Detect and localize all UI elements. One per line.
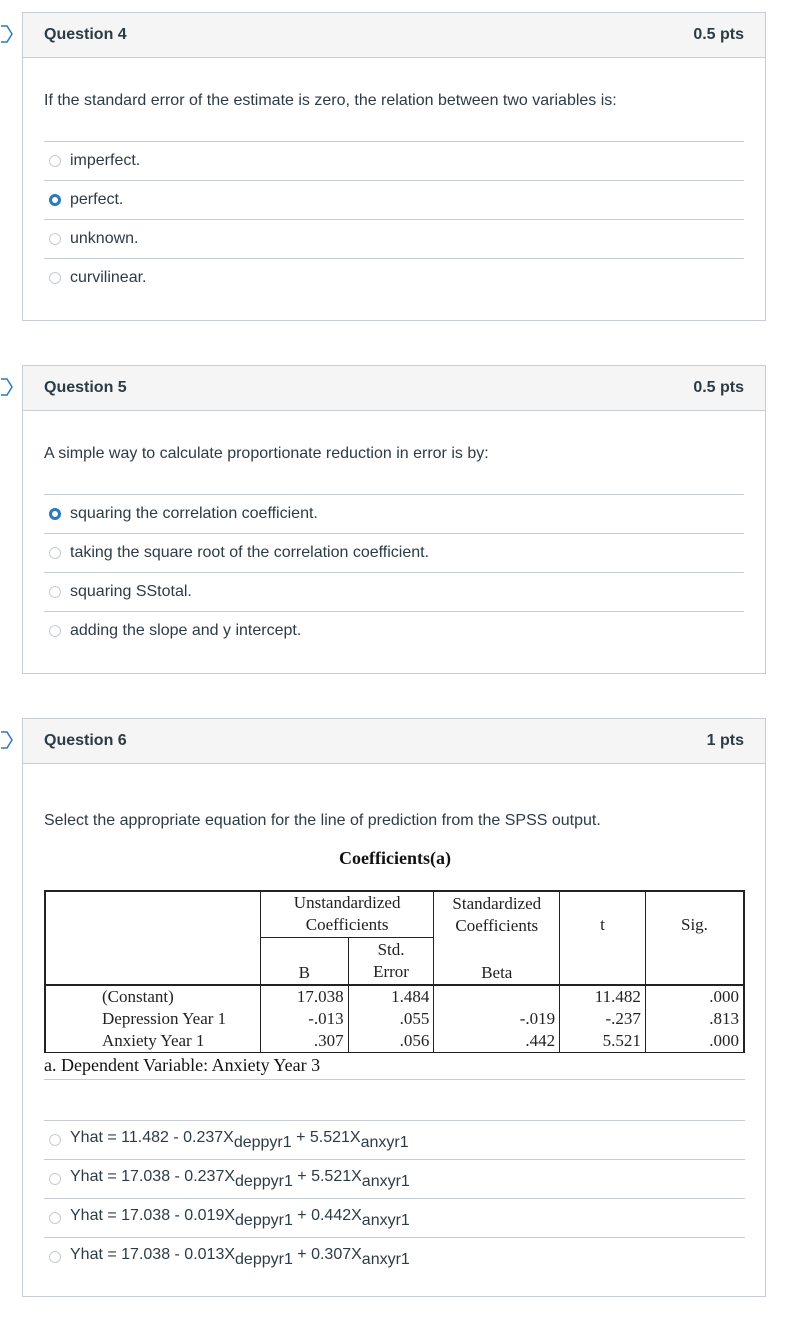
question-points: 1 pts — [706, 732, 744, 749]
header-beta: Beta — [481, 963, 513, 982]
divider — [44, 1079, 745, 1080]
cell-b: -.013 — [260, 1008, 348, 1030]
answer-option[interactable] — [44, 142, 744, 181]
answer-option[interactable] — [44, 573, 744, 612]
answer-option[interactable] — [44, 612, 744, 650]
radio-button[interactable] — [49, 1173, 61, 1185]
equation-subscript: deppyr1 — [235, 1250, 293, 1268]
radio-button-selected[interactable] — [49, 194, 61, 206]
equation-subscript: deppyr1 — [235, 1211, 293, 1229]
cell-se: .055 — [348, 1008, 434, 1030]
radio-button[interactable] — [49, 625, 61, 637]
answer-option[interactable] — [44, 1121, 745, 1160]
answer-list — [44, 494, 744, 650]
cell-se: 1.484 — [348, 985, 434, 1008]
cell-b: .307 — [260, 1030, 348, 1053]
equation-text: Yhat = 17.038 - 0.019X — [70, 1206, 236, 1224]
answer-label — [70, 1207, 410, 1230]
answer-option[interactable] — [44, 259, 744, 297]
equation-subscript: deppyr1 — [235, 1172, 293, 1190]
answer-label — [70, 1129, 409, 1152]
answer-label: imperfect. — [70, 152, 141, 169]
header-t: t — [600, 915, 605, 934]
answer-label: unknown. — [70, 230, 139, 247]
answer-label: adding the slope and y intercept. — [70, 622, 302, 639]
row-label: Depression Year 1 — [45, 1008, 260, 1030]
table-footnote: a. Dependent Variable: Anxiety Year 3 — [44, 1055, 321, 1075]
equation-text: Yhat = 17.038 - 0.237X — [70, 1167, 236, 1185]
question-prompt: A simple way to calculate proportionate reduction in error is by: — [44, 445, 489, 462]
header-coefficients: Coefficients — [455, 915, 539, 935]
answer-label — [70, 1246, 410, 1269]
header-unstandardized: Unstandardized — [293, 893, 401, 913]
cell-beta: -.019 — [434, 1008, 560, 1030]
question-header — [23, 719, 765, 764]
equation-text: + 0.442X — [292, 1206, 362, 1224]
radio-button[interactable] — [49, 1251, 61, 1263]
question-title: Question 5 — [44, 379, 127, 396]
equation-subscript: deppyr1 — [233, 1133, 292, 1151]
radio-button[interactable] — [49, 1134, 61, 1146]
radio-button[interactable] — [49, 1212, 61, 1224]
coefficients-table — [44, 890, 745, 1053]
answer-label: taking the square root of the correlation coefficient. — [70, 544, 430, 561]
question-points: 0.5 pts — [693, 379, 744, 396]
question-title: Question 6 — [44, 732, 127, 749]
answer-label: perfect. — [70, 191, 124, 208]
header-b: B — [298, 963, 310, 982]
header-std: Std. — [377, 939, 405, 959]
equation-text: + 5.521X — [292, 1167, 362, 1185]
question-4-card — [22, 12, 766, 321]
radio-button[interactable] — [49, 272, 61, 284]
radio-button[interactable] — [49, 233, 61, 245]
radio-button-selected[interactable] — [49, 508, 61, 520]
cell-sig: .000 — [645, 1030, 744, 1053]
bookmark-flag-icon[interactable] — [1, 25, 13, 43]
cell-sig: .813 — [645, 1008, 744, 1030]
radio-button[interactable] — [49, 547, 61, 559]
spss-table-title: Coefficients(a) — [339, 848, 451, 868]
row-label: Anxiety Year 1 — [45, 1030, 260, 1053]
equation-text: + 0.307X — [292, 1245, 362, 1263]
equation-text: Yhat = 11.482 - 0.237X — [70, 1128, 234, 1146]
answer-option[interactable] — [44, 495, 744, 534]
question-5-card — [22, 365, 766, 674]
question-prompt: Select the appropriate equation for the line of prediction from the SPSS output. — [44, 812, 601, 829]
answer-option[interactable] — [44, 220, 744, 259]
radio-button[interactable] — [49, 155, 61, 167]
cell-beta — [434, 985, 560, 1008]
cell-sig: .000 — [645, 985, 744, 1008]
answer-list — [44, 1120, 745, 1276]
answer-label: squaring the correlation coefficient. — [70, 505, 318, 522]
answer-option[interactable] — [44, 1238, 745, 1276]
cell-t: 11.482 — [560, 985, 646, 1008]
cell-beta: .442 — [434, 1030, 560, 1053]
answer-label — [70, 1168, 410, 1191]
question-header — [23, 13, 765, 58]
cell-se: .056 — [348, 1030, 434, 1053]
cell-b: 17.038 — [260, 985, 348, 1008]
cell-t: -.237 — [560, 1008, 646, 1030]
equation-subscript: anxyr1 — [361, 1211, 410, 1229]
table-row — [45, 1030, 744, 1053]
equation-subscript: anxyr1 — [360, 1133, 409, 1151]
cell-t: 5.521 — [560, 1030, 646, 1053]
answer-label: curvilinear. — [70, 269, 147, 286]
header-standardized: Standardized — [452, 893, 542, 913]
question-6-card — [22, 718, 766, 1297]
question-points: 0.5 pts — [693, 26, 744, 43]
question-header — [23, 366, 765, 411]
row-label: (Constant) — [45, 985, 260, 1008]
bookmark-flag-icon[interactable] — [1, 731, 13, 749]
header-coefficients: Coefficients — [305, 915, 389, 935]
table-row — [45, 1008, 744, 1030]
answer-label: squaring SStotal. — [70, 583, 192, 600]
header-error: Error — [373, 961, 409, 981]
radio-button[interactable] — [49, 586, 61, 598]
answer-option[interactable] — [44, 1160, 745, 1199]
equation-text: Yhat = 17.038 - 0.013X — [70, 1245, 236, 1263]
question-title: Question 4 — [44, 26, 127, 43]
equation-text: + 5.521X — [291, 1128, 361, 1146]
answer-option[interactable] — [44, 1199, 745, 1238]
answer-list — [44, 141, 744, 297]
question-prompt: If the standard error of the estimate is zero, the relation between two variables is: — [44, 92, 617, 109]
bookmark-flag-icon[interactable] — [1, 378, 13, 396]
equation-subscript: anxyr1 — [361, 1172, 410, 1190]
table-row — [45, 985, 744, 1008]
equation-subscript: anxyr1 — [361, 1250, 410, 1268]
answer-option[interactable] — [44, 181, 744, 220]
header-sig: Sig. — [680, 915, 708, 934]
answer-option[interactable] — [44, 534, 744, 573]
